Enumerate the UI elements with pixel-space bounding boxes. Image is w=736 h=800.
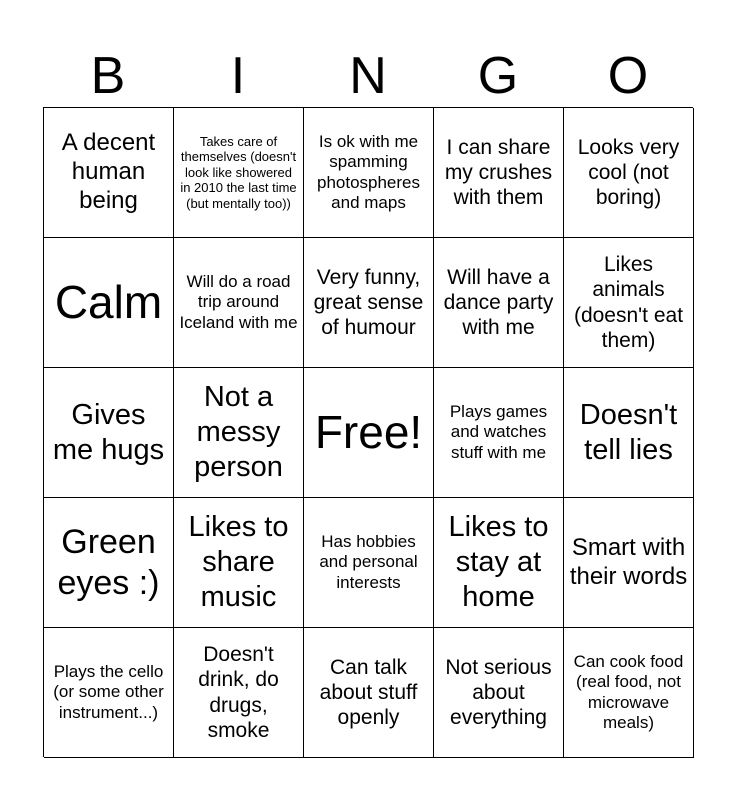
header-letter-n: N: [349, 47, 387, 105]
header-letter-g: G: [477, 47, 519, 105]
cell-text: Will do a road trip around Iceland with me: [179, 271, 298, 332]
header-letter-o: O: [607, 47, 649, 105]
cell-text: Can talk about stuff openly: [319, 655, 418, 730]
bingo-cell[interactable]: [44, 498, 174, 628]
cell-text: Gives me hugs: [52, 398, 165, 466]
cell-text: I can share my crushes with them: [444, 135, 553, 210]
cell-text: A decent human being: [61, 129, 156, 214]
bingo-cell[interactable]: [434, 368, 564, 498]
bingo-cell[interactable]: [564, 368, 694, 498]
cell-text: Plays the cello (or some other instrument...): [53, 661, 164, 722]
cell-text: Takes care of themselves (doesn't look like showered in 2010 the last time (but mentally too)): [180, 133, 297, 211]
cell-text: Will have a dance party with me: [443, 265, 554, 340]
bingo-cell[interactable]: [564, 108, 694, 238]
cell-text: Is ok with me spamming photospheres and maps: [316, 131, 421, 212]
cell-text: Likes to share music: [188, 511, 289, 613]
cell-text: Very funny, great sense of humour: [313, 265, 424, 340]
bingo-cell[interactable]: [44, 108, 174, 238]
bingo-cell[interactable]: [174, 368, 304, 498]
bingo-cell[interactable]: [174, 238, 304, 368]
cell-text: Likes to stay at home: [448, 511, 549, 613]
cell-text: Calm: [54, 275, 163, 328]
bingo-cell[interactable]: [304, 628, 434, 758]
cell-text: Looks very cool (not boring): [577, 135, 680, 210]
bingo-cell[interactable]: [174, 498, 304, 628]
bingo-cell[interactable]: [564, 498, 694, 628]
cell-text: Not serious about everything: [445, 655, 552, 730]
bingo-header: [43, 46, 693, 106]
bingo-cell[interactable]: [174, 108, 304, 238]
bingo-free-cell[interactable]: [304, 368, 434, 498]
bingo-cell[interactable]: [304, 108, 434, 238]
bingo-cell[interactable]: [174, 628, 304, 758]
cell-text: Green eyes :): [57, 522, 160, 602]
bingo-cell[interactable]: [434, 108, 564, 238]
cell-text: Can cook food (real food, not microwave meals): [573, 651, 684, 732]
bingo-cell[interactable]: [564, 628, 694, 758]
header-letter-b: B: [90, 47, 126, 105]
bingo-grid: [43, 107, 693, 757]
bingo-cell[interactable]: [434, 238, 564, 368]
bingo-cell[interactable]: [304, 498, 434, 628]
cell-text: Doesn't drink, do drugs, smoke: [198, 643, 279, 742]
header-letter-i: I: [230, 47, 246, 105]
bingo-cell[interactable]: [304, 238, 434, 368]
bingo-cell[interactable]: [434, 628, 564, 758]
cell-text: Free!: [314, 405, 423, 458]
cell-text: Likes animals (doesn't eat them): [573, 253, 684, 352]
bingo-cell[interactable]: [434, 498, 564, 628]
cell-text: Plays games and watches stuff with me: [449, 401, 548, 462]
cell-text: Not a messy person: [194, 381, 283, 483]
cell-text: Doesn't tell lies: [579, 398, 678, 466]
cell-text: Smart with their words: [569, 533, 688, 590]
cell-text: Has hobbies and personal interests: [319, 531, 418, 592]
bingo-cell[interactable]: [564, 238, 694, 368]
bingo-cell[interactable]: [44, 238, 174, 368]
bingo-cell[interactable]: [44, 368, 174, 498]
bingo-cell[interactable]: [44, 628, 174, 758]
